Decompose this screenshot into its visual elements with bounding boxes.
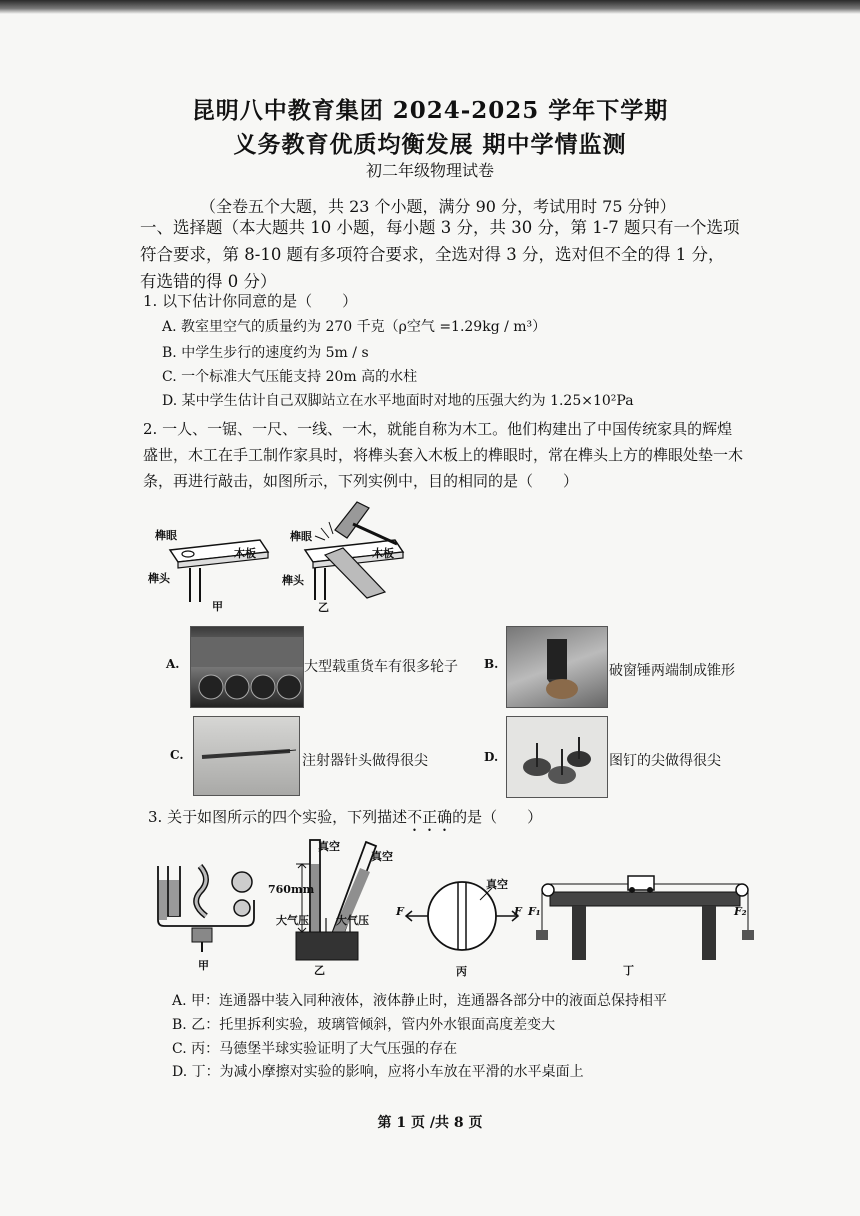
q3-stem xyxy=(148,806,542,835)
q2-option-a-letter: A. xyxy=(166,657,180,671)
q3-stem-post: 的是（ ） xyxy=(452,808,543,826)
q2-yi-label-board: 木板 xyxy=(372,547,394,560)
q3-stem-emphasis: 不正确 xyxy=(407,808,453,826)
q2-line1: 2. 一人、一锯、一尺、一线、一木，就能自称为木工。他们构建出了中国传统家具的辉煌 xyxy=(143,420,733,438)
q2-jia-label-board: 木板 xyxy=(234,547,256,560)
exam-title-line2: 义务教育优质均衡发展 期中学情监测 xyxy=(233,131,627,158)
page-footer: 第 1 页 /共 8 页 xyxy=(377,1115,483,1131)
q3-figure-bing-hemispheres xyxy=(400,870,530,970)
exam-subtitle: 初二年级物理试卷 xyxy=(365,161,494,180)
q3-bing-vacuum: 真空 xyxy=(486,878,508,891)
q3-bing-force-left: F xyxy=(396,905,404,918)
q2-yi-label-mortise: 榫眼 xyxy=(290,530,312,543)
q2-line2: 盛世，木工在手工制作家具时，将榫头套入木板上的榫眼时，常在榫头上方的榫眼处垫一木 xyxy=(143,446,744,464)
q3-caption-jia: 甲 xyxy=(198,959,209,972)
q1-option-a: A. 教室里空气的质量约为 270 千克（ρ空气 =1.29kg / m³） xyxy=(162,319,547,335)
q2-option-d-text: 图钉的尖做得很尖 xyxy=(609,753,721,769)
q3-yi-atm-left: 大气压 xyxy=(276,914,309,927)
q2-option-c-text: 注射器针头做得很尖 xyxy=(302,753,428,769)
q2-jia-caption: 甲 xyxy=(212,600,223,613)
q2-figure-yi xyxy=(285,500,425,610)
q2-jia-label-mortise: 榫眼 xyxy=(155,529,177,542)
thumbtack-photo xyxy=(506,716,608,798)
syringe-photo xyxy=(193,716,300,796)
section1-line2: 符合要求，第 8-10 题有多项符合要求，全选对得 3 分，选对但不全的得 1 分， xyxy=(140,245,725,264)
q3-caption-ding: 丁 xyxy=(623,964,634,977)
q1-option-d: D. 某中学生估计自己双脚站立在水平地面时对地的压强大约为 1.25×10²Pa xyxy=(162,393,634,409)
q3-yi-atm-right: 大气压 xyxy=(336,914,369,927)
section1-line3: 有选错的得 0 分） xyxy=(140,272,277,291)
q2-option-b-letter: B. xyxy=(484,657,499,671)
q2-option-b-text: 破窗锤两端制成锥形 xyxy=(609,663,735,679)
q2-yi-caption: 乙 xyxy=(318,601,329,614)
q2-line3: 条，再进行敲击，如图所示，下列实例中，目的相同的是（ ） xyxy=(143,472,579,490)
q3-caption-yi: 乙 xyxy=(314,964,325,977)
q2-stem xyxy=(143,416,783,494)
q3-ding-f2: F₂ xyxy=(734,905,747,918)
q3-bing-force-right: F xyxy=(514,905,522,918)
q2-jia-label-tenon: 榫头 xyxy=(148,572,170,585)
q3-stem-pre: 3. 关于如图所示的四个实验，下列描述 xyxy=(148,808,408,826)
q2-option-c-letter: C. xyxy=(170,748,184,762)
window-hammer-photo xyxy=(506,626,608,708)
q3-figure-jia-vessels xyxy=(150,860,270,960)
exam-info: （全卷五个大题，共 23 个小题，满分 90 分，考试用时 75 分钟） xyxy=(200,197,676,216)
q1-option-c: C. 一个标准大气压能支持 20m 高的水柱 xyxy=(162,369,418,385)
q3-option-c: C. 丙：马德堡半球实验证明了大气压强的存在 xyxy=(172,1041,458,1057)
q3-option-a: A. 甲：连通器中装入同种液体，液体静止时，连通器各部分中的液面总保持相平 xyxy=(172,993,668,1009)
q1-option-b: B. 中学生步行的速度约为 5m / s xyxy=(162,345,369,361)
q2-yi-label-tenon: 榫头 xyxy=(282,574,304,587)
q3-caption-bing: 丙 xyxy=(456,965,467,978)
section1-instructions xyxy=(140,214,780,295)
truck-photo xyxy=(190,626,304,708)
q3-yi-vacuum-left: 真空 xyxy=(318,840,340,853)
section1-line1: 一、选择题（本大题共 10 小题，每小题 3 分，共 30 分，第 1-7 题只有一个选项 xyxy=(140,218,740,237)
q3-yi-760mm: 760mm xyxy=(268,883,315,896)
q1-stem: 1. 以下估计你同意的是（ ） xyxy=(143,292,358,310)
q3-yi-vacuum-right: 真空 xyxy=(371,850,393,863)
scan-shadow xyxy=(0,0,860,14)
exam-title-line1: 昆明八中教育集团 2024-2025 学年下学期 xyxy=(191,97,669,124)
q2-option-d-letter: D. xyxy=(484,750,499,764)
q3-option-b: B. 乙：托里拆利实验，玻璃管倾斜，管内外水银面高度差变大 xyxy=(172,1017,556,1033)
q2-option-a-text: 大型载重货车有很多轮子 xyxy=(304,659,458,675)
q3-option-d: D. 丁：为减小摩擦对实验的影响，应将小车放在平滑的水平桌面上 xyxy=(172,1064,584,1080)
q3-figure-ding-table xyxy=(530,868,760,968)
q3-ding-f1: F₁ xyxy=(528,905,541,918)
